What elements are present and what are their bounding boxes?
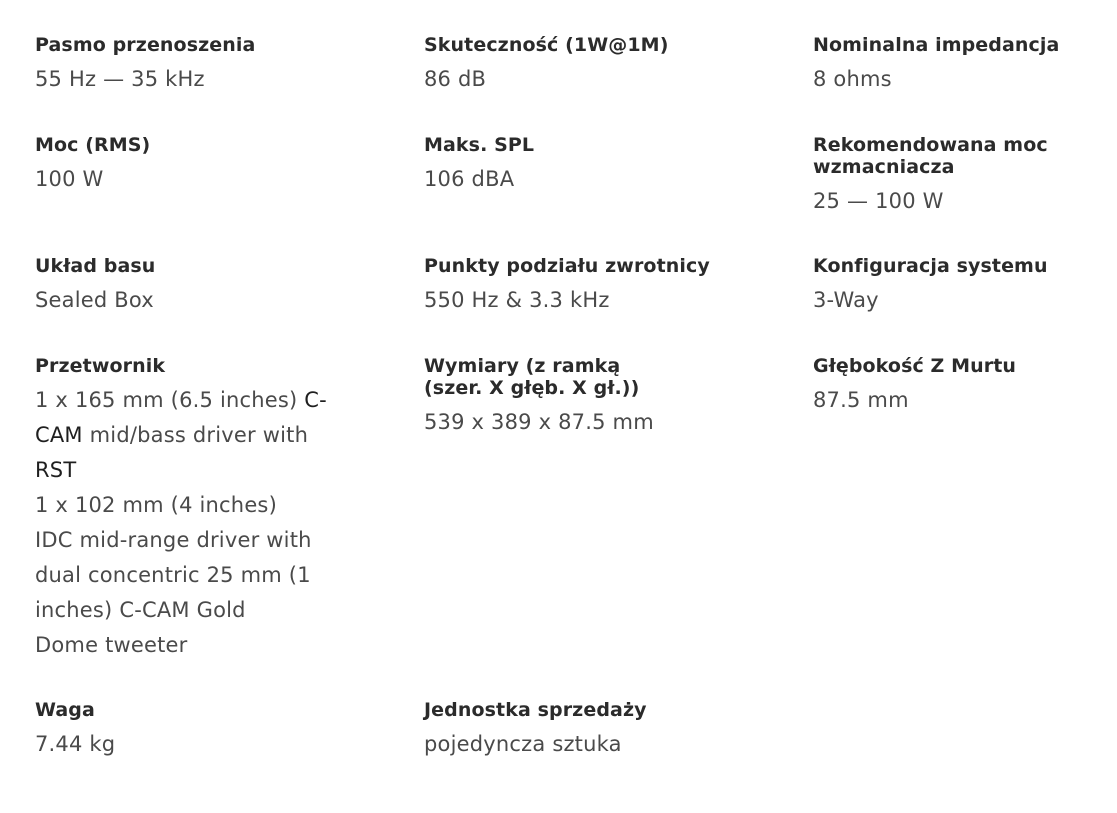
spec-value: pojedyncza sztuka <box>424 732 622 756</box>
spec-value: Sealed Box <box>35 288 154 312</box>
spec-wall-depth <box>813 355 1095 663</box>
spec-value: 7.44 kg <box>35 732 116 756</box>
spec-row <box>35 255 1095 318</box>
driver-line: IDC mid-range driver with <box>35 528 312 552</box>
spec-label: Skuteczność (1W@1M) <box>424 34 669 56</box>
spec-label: Jednostka sprzedaży <box>424 699 647 721</box>
driver-line: dual concentric 25 mm (1 <box>35 563 311 587</box>
driver-line <box>35 418 364 453</box>
spec-label: Wymiary (z ramką (szer. X głęb. X gł.)) <box>424 355 640 399</box>
spec-label: Waga <box>35 699 95 721</box>
driver-line-text: RST <box>35 458 77 482</box>
spec-crossover <box>424 255 813 318</box>
driver-line: Dome tweeter <box>35 633 188 657</box>
spec-value: 539 x 389 x 87.5 mm <box>424 410 654 434</box>
spec-power-rms <box>35 134 424 219</box>
driver-line <box>35 383 364 418</box>
spec-sensitivity <box>424 34 813 97</box>
spec-label: Układ basu <box>35 255 156 277</box>
driver-line: inches) C-CAM Gold <box>35 598 246 622</box>
spec-value: 100 W <box>35 167 104 191</box>
spec-value: 55 Hz — 35 kHz <box>35 67 205 91</box>
spec-impedance <box>813 34 1095 97</box>
spec-value: 25 — 100 W <box>813 189 944 213</box>
driver-line-text: mid/bass driver with <box>82 423 309 447</box>
spec-row <box>35 355 1095 663</box>
driver-line: 1 x 102 mm (4 inches) <box>35 493 277 517</box>
spec-system-config <box>813 255 1095 318</box>
spec-value: 106 dBA <box>424 167 515 191</box>
driver-line-text: 1 x 165 mm (6.5 inches) <box>35 388 305 412</box>
spec-value: 550 Hz & 3.3 kHz <box>424 288 610 312</box>
driver-line-text: CAM <box>35 423 83 447</box>
spec-weight <box>35 699 424 762</box>
spec-label: Punkty podziału zwrotnicy <box>424 255 710 277</box>
spec-row <box>35 134 1095 219</box>
spec-row <box>35 699 813 762</box>
spec-max-spl <box>424 134 813 219</box>
spec-label: Przetwornik <box>35 355 166 377</box>
spec-value: 86 dB <box>424 67 487 91</box>
spec-bass-system <box>35 255 424 318</box>
spec-label: Rekomendowana moc wzmacniacza <box>813 134 1048 178</box>
spec-label: Głębokość Z Murtu <box>813 355 1017 377</box>
spec-value <box>35 383 364 663</box>
spec-dimensions <box>424 355 813 663</box>
driver-line <box>35 453 364 488</box>
spec-label: Pasmo przenoszenia <box>35 34 256 56</box>
spec-label: Maks. SPL <box>424 134 535 156</box>
driver-line-text: C- <box>304 388 327 412</box>
spec-value: 8 ohms <box>813 67 892 91</box>
spec-row <box>35 34 1095 97</box>
spec-label: Konfiguracja systemu <box>813 255 1048 277</box>
spec-value: 3-Way <box>813 288 879 312</box>
spec-recommended-amp <box>813 134 1095 219</box>
spec-sales-unit <box>424 699 813 762</box>
spec-value: 87.5 mm <box>813 388 909 412</box>
spec-frequency-response <box>35 34 424 97</box>
spec-driver <box>35 355 424 663</box>
spec-label: Nominalna impedancja <box>813 34 1060 56</box>
spec-label: Moc (RMS) <box>35 134 151 156</box>
